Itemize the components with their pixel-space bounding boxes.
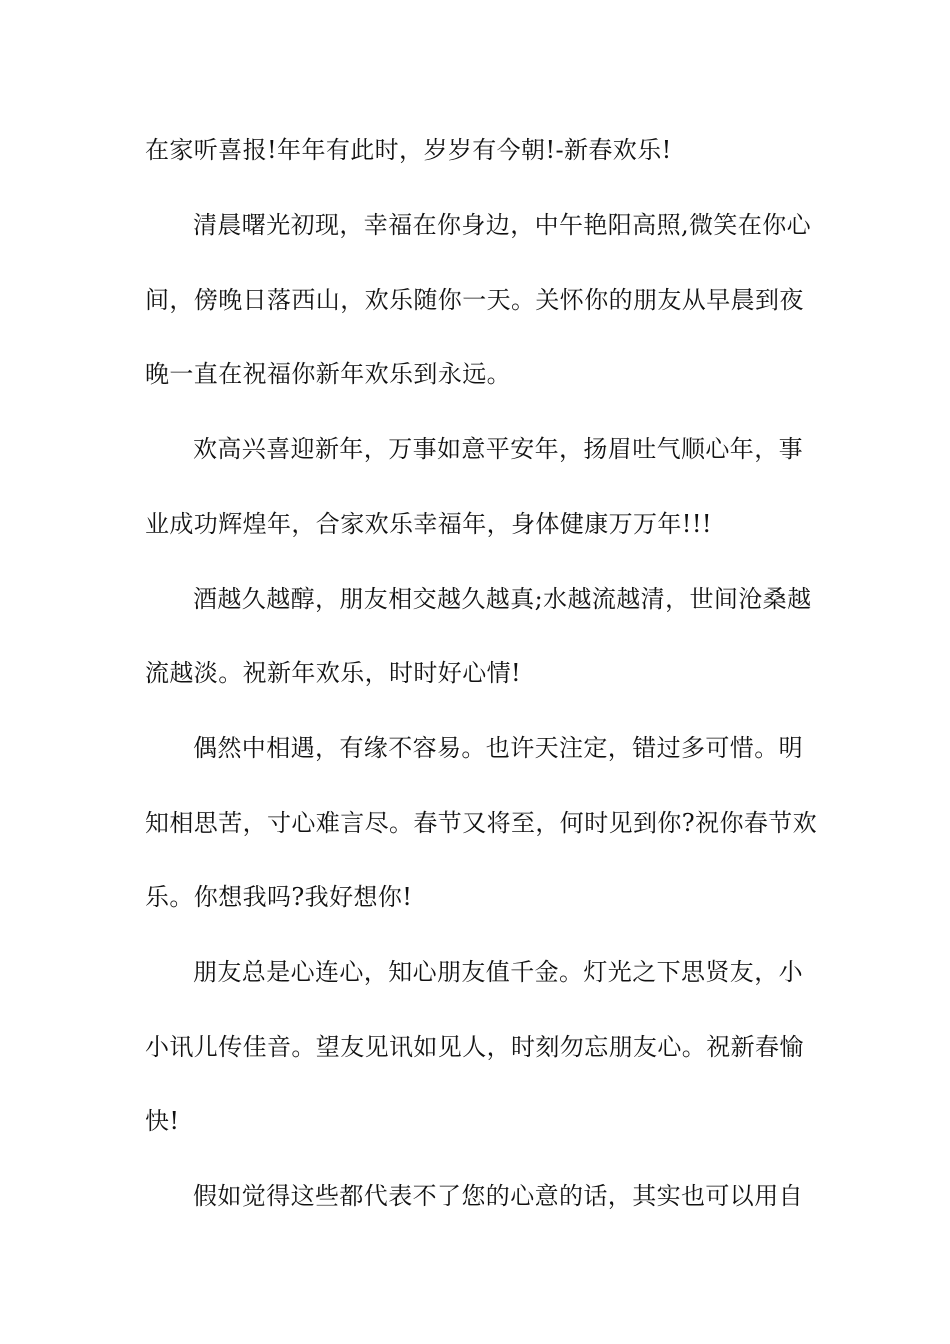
paragraph-line: 知相思苦，寸心难言尽。春节又将至，何时见到你?祝你春节欢: [145, 809, 818, 837]
paragraph-line: 小讯儿传佳音。望友见讯如见人，时刻勿忘朋友心。祝新春愉: [145, 1033, 804, 1061]
paragraph-line: 偶然中相遇，有缘不容易。也许天注定，错过多可惜。明: [193, 734, 803, 762]
paragraph-line: 乐。你想我吗?我好想你!: [145, 883, 413, 911]
paragraph-line: 流越淡。祝新年欢乐，时时好心情!: [145, 659, 522, 687]
paragraph-line: 在家听喜报!年年有此时，岁岁有今朝!-新春欢乐!: [145, 136, 672, 164]
paragraph-line: 酒越久越醇，朋友相交越久越真;水越流越清，世间沧桑越: [193, 585, 812, 613]
paragraph-line: 清晨曙光初现，幸福在你身边，中午艳阳高照,微笑在你心: [193, 211, 812, 239]
paragraph-line: 快!: [145, 1107, 180, 1135]
paragraph-line: 朋友总是心连心，知心朋友值千金。灯光之下思贤友，小: [193, 958, 803, 986]
paragraph-line: 假如觉得这些都代表不了您的心意的话，其实也可以用自: [193, 1182, 803, 1210]
paragraph-line: 业成功辉煌年，合家欢乐幸福年，身体健康万万年!!!: [145, 510, 712, 538]
paragraph-line: 间，傍晚日落西山，欢乐随你一天。关怀你的朋友从早晨到夜: [145, 286, 804, 314]
paragraph-line: 欢高兴喜迎新年，万事如意平安年，扬眉吐气顺心年，事: [193, 435, 803, 463]
paragraph-line: 晚一直在祝福你新年欢乐到永远。: [145, 360, 511, 388]
